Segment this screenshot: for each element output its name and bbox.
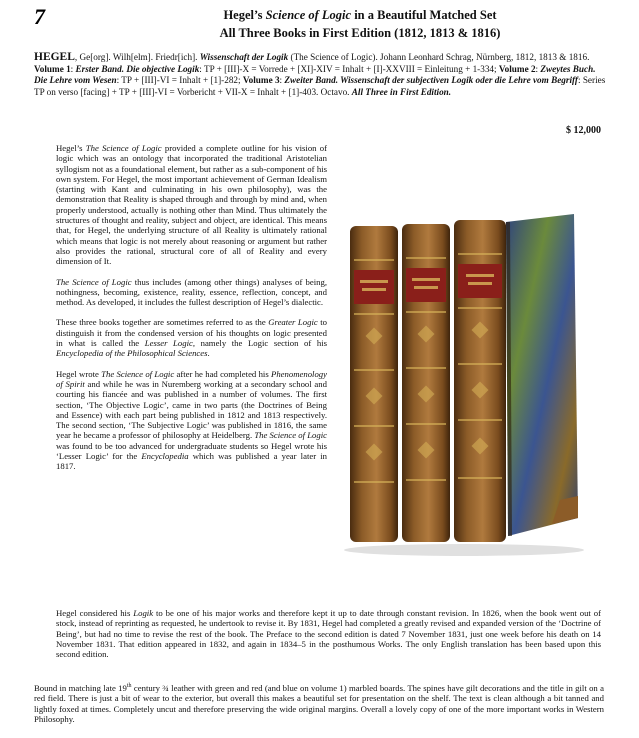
paragraph: Hegel’s The Science of Logic provided a complete outline for his vision of logic which was an ontology that incorporated the traditional Aristotelian syllogism not as a foundational element, but rather as a sub-component of his own system. For Hegel, the most important achievement of German Idealism (starting with Kant and culminating in his own philosophy), was the demonstration that Reality is shaped through and through by mind and, when properly understood, actually is nothing other than Mind. Thus ultimately the structures of thought and reality, subject and object, are identical. This means that, for Hegel, the underlying structure of all Reality is ultimately rational which means that logic is not merely about reasoning or argument but rather also provides the rational, structural core of all of Reality and every dimension of It. [56,143,327,267]
bibliographic-entry [34,52,609,98]
lot-number: 7 [34,4,45,29]
three-volume-books-photo [338,200,590,562]
volume-label: Volume 1 [34,63,71,74]
volume-title: Zweiter Band. Wissenschaft der subjectiven Logik oder die Lehre vom Begriff [284,75,578,86]
biblio-text: : TP + [III]-X = Vorrede + [XI]-XIV = Inhalt + [I]-XXVIII = Einleitung + 1-334; [199,63,499,74]
biblio-text: : [279,75,285,86]
paragraph: The Science of Logic thus includes (among other things) analyses of being, nothingness, becoming, existence, reality, essence, reflection, concept, and method. As developed, it includes the fullest description of Hegel’s dialectic. [56,276,327,308]
shadow [344,544,584,556]
work-title: Wissenschaft der Logik [199,52,289,62]
page-title [140,7,580,24]
spine-volume-1 [350,226,398,542]
price: $ 12,000 [566,125,601,136]
description-column [56,143,327,482]
page-subtitle: All Three Books in First Edition (1812, 1813 & 1816) [219,26,501,40]
biblio-text: , Ge[org]. Wilh[elm]. Friedr[ich]. [74,52,200,62]
spine-volume-3 [454,220,506,542]
edition-note: All Three in First Edition. [351,86,452,97]
paragraph-revision: Hegel considered his Logik to be one of his major works and therefore kept it up to date through constant revision. In 1826, when the book went out of stock, instead of reprinting as requested, he undertook to revise it. By 1831, Hegel had completed a greatly revised and expanded version of the ‘Doctrine of Being’, but had no time to revise the rest of the book. The Preface to the second edition is dated 7 November 1831, just one week before his death on 14 November 1831. That edition appeared in 1832, and again in 1834–5 in the posthumous Works. The only English translation has been based upon this second edition. [56,608,601,660]
title-italic: Science of Logic [265,8,352,22]
volume-label: Volume 3 [242,75,280,86]
volume-title: Erster Band. Die objective Logik [75,63,200,74]
biblio-text: : TP + [III]-VI = Inhalt + [1]-282; [116,75,243,86]
author-name: HEGEL [34,51,75,63]
book-board [506,214,578,536]
paragraph-binding: Bound in matching late 19th century ¾ leather with green and red (and blue on volume 1) marbled boards. The spines have gilt decorations and the title in gilt on a red field. There is just a bit of wear to the exterior, but overall this makes a beautiful set for presentation on the shelf. The text is clean although a bit tanned and lightly foxed at times. Completely uncut and therefore preserving the wide original margins. Overall a lovely copy of one of the more important works in Western Philosophy. [34,683,604,724]
paragraph: Hegel wrote The Science of Logic after he had completed his Phenomenology of Spirit and while he was in Nuremberg working at a secondary school and courting his fiancée and was published in a number of volumes. The first section, ‘The Objective Logic’, came in two parts (the Doctrines of Being and Essence) with each part being published in 1812 and 1813 respectively. The second section, ‘The Subjective Logic’ was published in 1816, the same year he became a professor of philosophy at Heidelberg. The Science of Logic was found to be too advanced for undergraduate students so Hegel wrote his ‘Lesser Logic’ for the Encyclopedia which was published a year later in 1817. [56,368,327,472]
title-text: Hegel’s [223,8,266,22]
paragraph: These three books together are sometimes referred to as the Greater Logic to distinguish it from the condensed version of his thoughts on logic presented in what is called the Lesser Logic, namely the Logic section of his Encyclopedia of the Philosophical Sciences. [56,317,328,359]
biblio-text: : Series TP on verso [facing] + TP + [III]-VI = Vorbericht + VII-X = Inhalt + [1]-403. Octavo. [34,75,606,97]
biblio-text: : [535,63,541,74]
spine-volume-2 [402,224,450,542]
volume-title: Zweytes Buch. Die Lehre vom Wesen [34,63,596,86]
biblio-text: : [70,63,76,74]
biblio-text: (The Science of Logic). Johann Leonhard Schrag, Nürnberg, 1812, 1813 & 1816. [288,52,590,62]
volume-label: Volume 2 [498,63,536,74]
title-text: in a Beautiful Matched Set [351,8,497,22]
